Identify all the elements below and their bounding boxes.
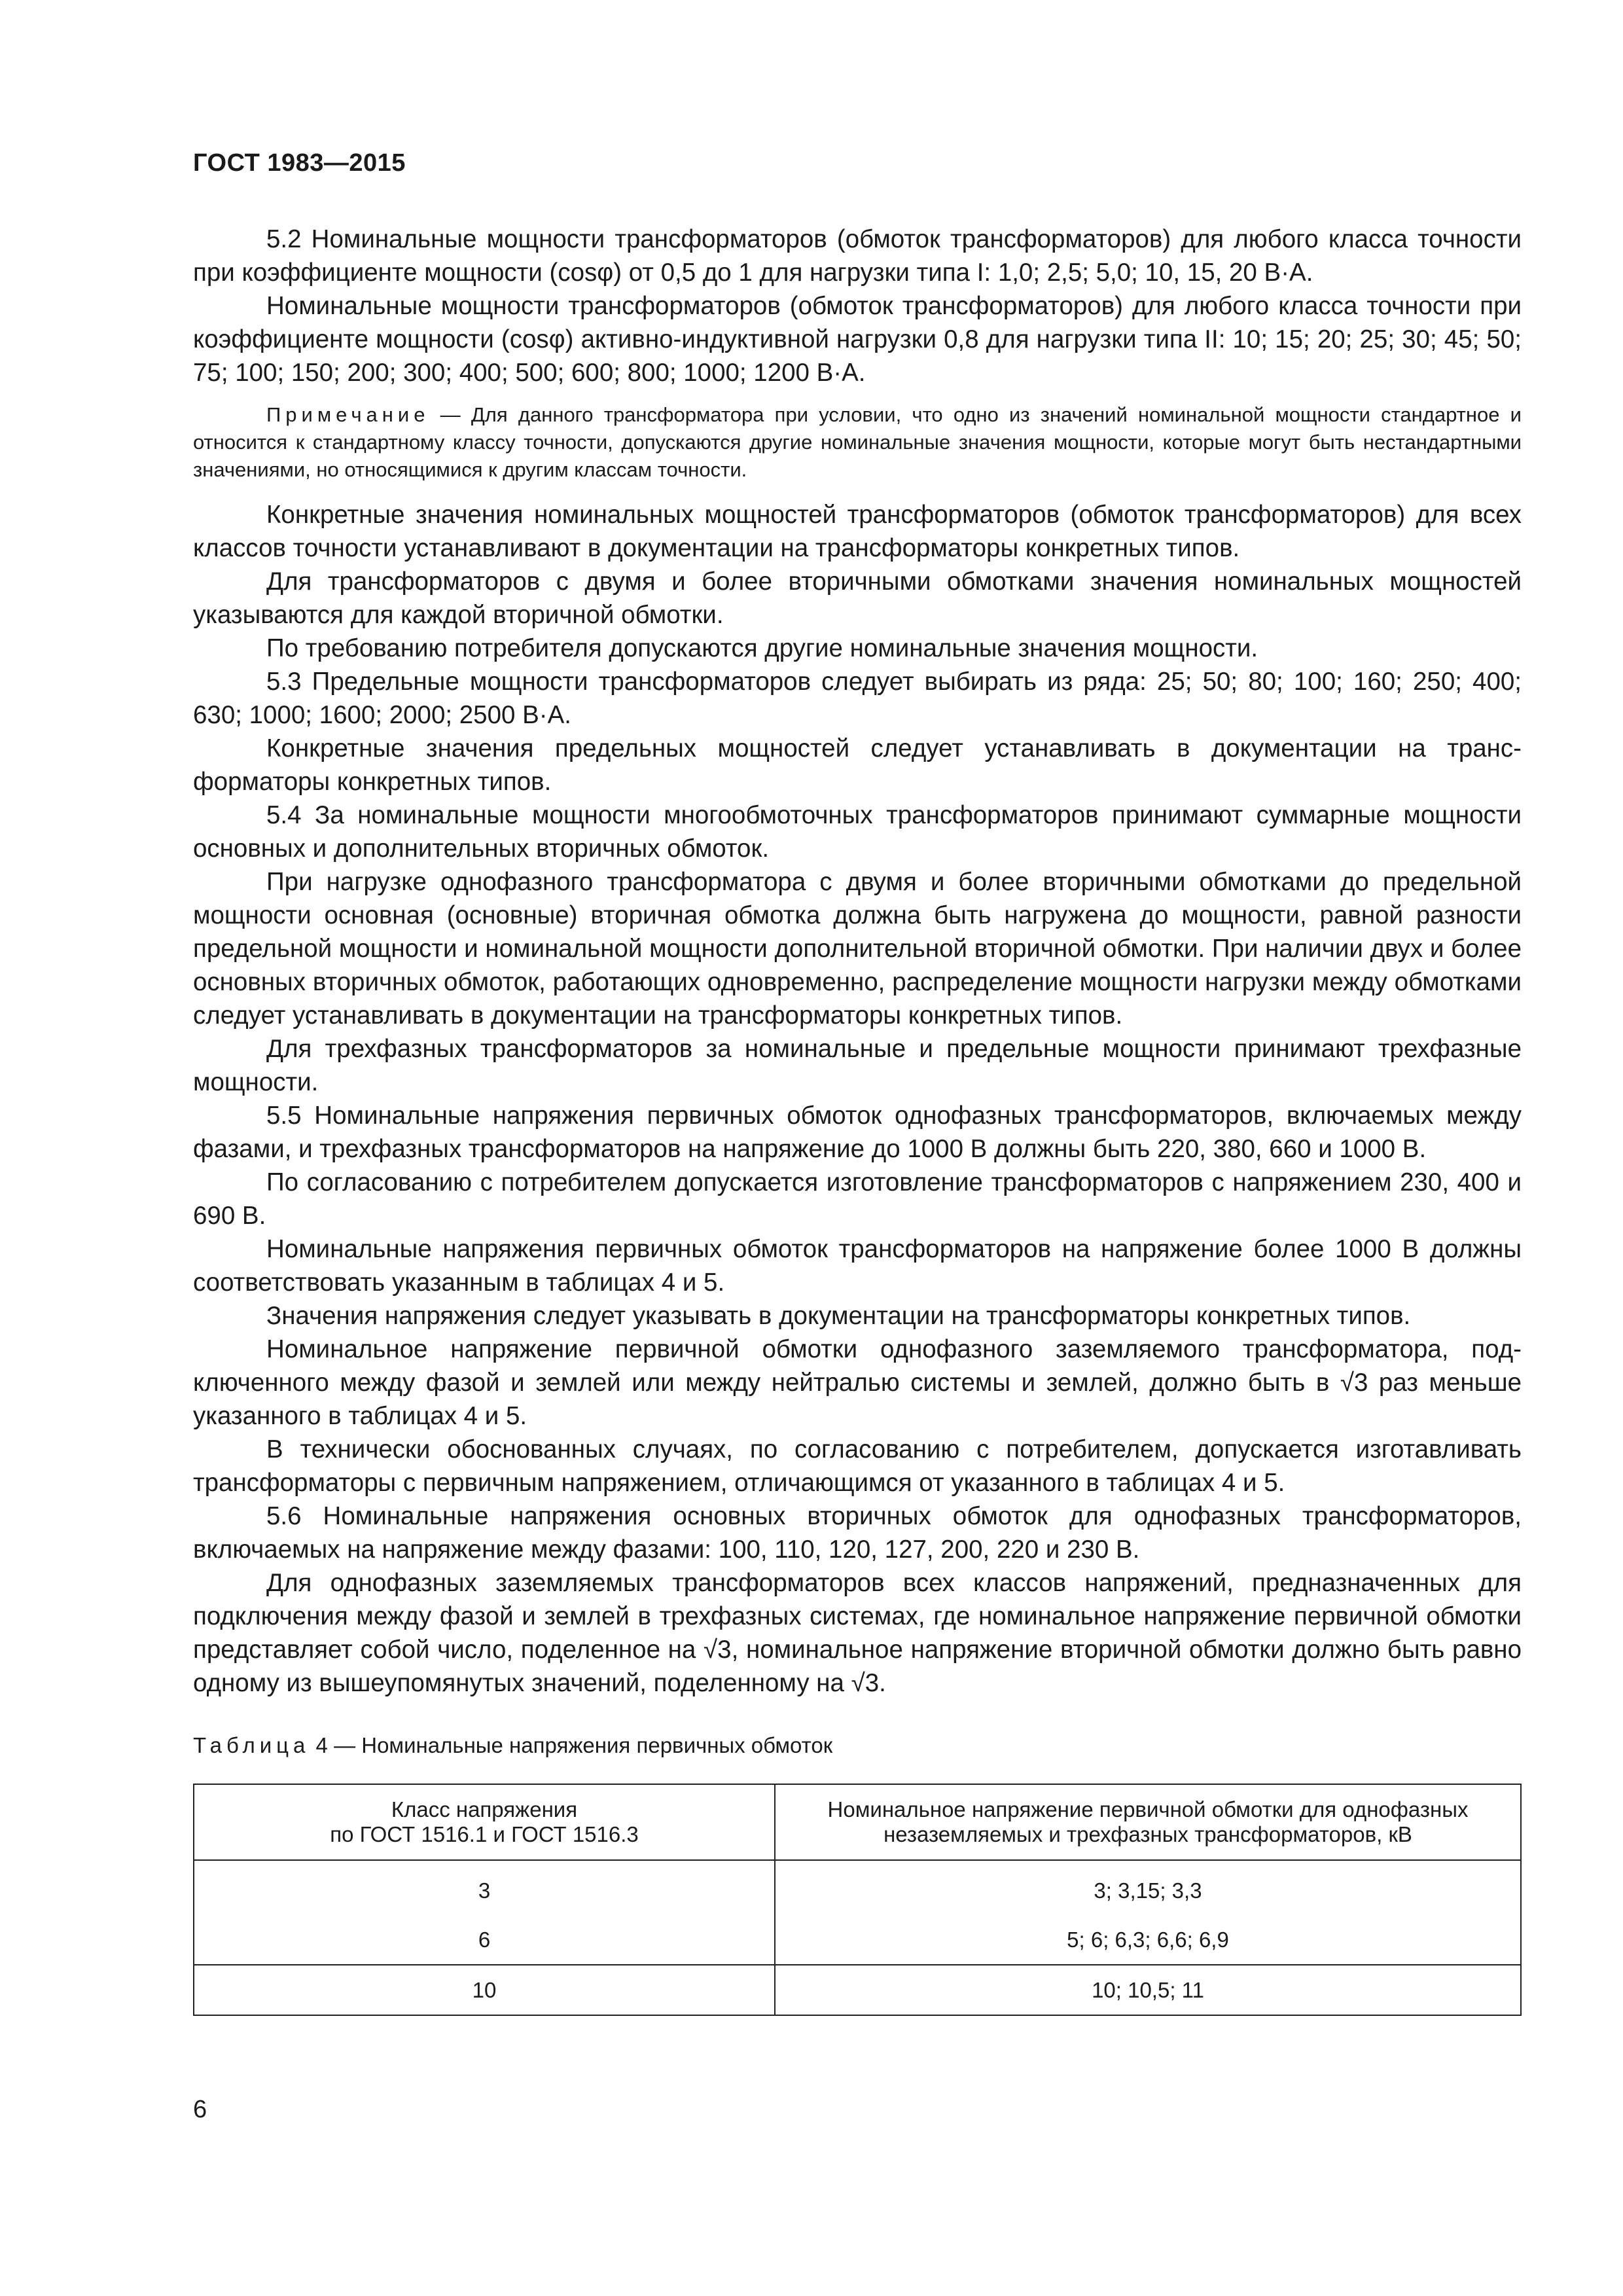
paragraph: Для трехфазных трансформаторов за номинальные и предельные мощности принимают трехфазные мощности. (193, 1035, 1522, 1096)
table-cell-class: 10 (194, 1965, 775, 2015)
page-number: 6 (193, 2096, 207, 2123)
paragraph: Для трансформаторов с двумя и более вторичными обмотками значения номинальных мощностей указываются для каждой вторичной обмотки. (193, 567, 1522, 629)
paragraph: 5.4 За номинальные мощности многообмоточных трансформаторов принимают суммарные мощности основных и дополнительных вторичных обмоток. (193, 801, 1522, 863)
paragraph: Конкретные значения номинальных мощностей трансформаторов (обмоток трансформаторов) для всех классов точности устанавливают в документации на трансформаторы конкретных типов. (193, 501, 1522, 562)
paragraph: Значения напряжения следует указывать в документации на трансформаторы конкретных типов. (266, 1302, 1411, 1330)
paragraph: 5.5 Номинальные напряжения первичных обмоток однофазных трансформаторов, включаемых между фазами, и трехфазных трансформаторов на напряжение до 1000 В должны быть 220, 380, 660 и 1000 В. (193, 1102, 1522, 1163)
table-row (194, 1915, 1521, 1965)
note-label: Примечание (266, 403, 430, 426)
table-caption (193, 1731, 1522, 1760)
table-caption-text: 4 — Номинальные напряжения первичных обмоток (310, 1733, 833, 1757)
paragraph: При нагрузке однофазного трансформатора с двумя и более вторичными обмотками до предельной мощности основная (основные) вторичная обмотка должна быть нагружена до мощности, равной разности предельной мощности и номинальной мощности дополнительной вторичной обмотки. При наличии двух и более основных вторичных обмоток, работающих одновременно, распределение мощности нагрузки между обмотками следует устанавливать в документации на трансформаторы конкретных типов. (193, 868, 1522, 1030)
paragraph: Номинальное напряжение первичной обмотки однофазного заземляемого трансформатора, подключенного между фазой и землей или между нейтралью системы и землей, должно быть в √3 раз меньше указанного в таблицах 4 и 5. (193, 1335, 1522, 1430)
paragraph: По требованию потребителя допускаются другие номинальные значения мощности. (266, 634, 1258, 662)
table-cell-voltage: 10; 10,5; 11 (775, 1965, 1521, 2015)
paragraph: 5.6 Номинальные напряжения основных вторичных обмоток для однофазных трансформаторов, включаемых на напряжение между фазами: 100, 110, 120, 127, 200, 220 и 230 В. (193, 1502, 1522, 1564)
paragraph: Номинальные напряжения первичных обмоток трансформаторов на напряжение более 1000 В должны соответствовать указанным в таблицах 4 и 5. (193, 1235, 1522, 1297)
table-header-voltage-class: Класс напряжения по ГОСТ 1516.1 и ГОСТ 1516.3 (194, 1784, 775, 1860)
table-cell-class: 3 (194, 1860, 775, 1915)
paragraph: 5.3 Предельные мощности трансформаторов следует выбирать из ряда: 25; 50; 80; 100; 160; 250; 400; 630; 1000; 1600; 2000; 2500 В·А. (193, 668, 1522, 729)
table-cell-voltage: 3; 3,15; 3,3 (775, 1860, 1521, 1915)
paragraph: 5.2 Номинальные мощности трансформаторов (обмоток трансформаторов) для любого класса точности при коэффициенте мощности (cosφ) от 0,5 до 1 для нагрузки типа I: 1,0; 2,5; 5,0; 10, 15, 20 В·А. (193, 225, 1522, 287)
note (193, 401, 1522, 484)
table-header-nominal-voltage: Номинальное напряжение первичной обмотки для однофазных незаземляемых и трехфазных трансформаторов, кВ (775, 1784, 1521, 1860)
note-text: — Для данного трансформатора при условии, что одно из значений номинальной мощности стандартное и относится к стандартному классу точности, допускаются другие номинальные значения мощности, которые могут быть нестандартными значениями, но относящимися к другим классам точности. (193, 403, 1522, 481)
paragraph: Номинальные мощности трансформаторов (обмоток трансформаторов) для любого класса точности при коэффициенте мощности (cosφ) активно-индуктивной нагрузки 0,8 для нагрузки типа II: 10; 15; 20; 25; 30; 45; 50; 75; 100; 150; 200; 300; 400; 500; 600; 800; 1000; 1200 В·А. (193, 292, 1522, 387)
table-cell-class: 6 (194, 1915, 775, 1965)
document-header: ГОСТ 1983—2015 (193, 149, 406, 177)
table-row (194, 1860, 1521, 1915)
paragraph: В технически обоснованных случаях, по согласованию с потребителем, допускается изготавливать трансформаторы с первичным напряжением, отличающимся от указанного в таблицах 4 и 5. (193, 1435, 1522, 1497)
table-row (194, 1965, 1521, 2015)
table-header-row (194, 1784, 1521, 1860)
table-cell-voltage: 5; 6; 6,3; 6,6; 6,9 (775, 1915, 1521, 1965)
voltage-table (193, 1784, 1522, 2016)
paragraph: Конкретные значения предельных мощностей следует устанавливать в документации на трансформаторы конкретных типов. (193, 734, 1522, 796)
table-caption-label: Таблица (193, 1733, 310, 1757)
paragraph: Для однофазных заземляемых трансформаторов всех классов напряжений, предназначенных для подключения между фазой и землей в трехфазных системах, где номинальное напряжение первичной обмотки представляет собой число, поделенное на √3, номинальное напряжение вторичной обмотки должно быть равно одному из вышеупомянутых значений, поделенному на √3. (193, 1569, 1522, 1697)
document-body (193, 223, 1522, 2016)
paragraph: По согласованию с потребителем допускается изготовление трансформаторов с напряжением 230, 400 и 690 В. (193, 1168, 1522, 1230)
